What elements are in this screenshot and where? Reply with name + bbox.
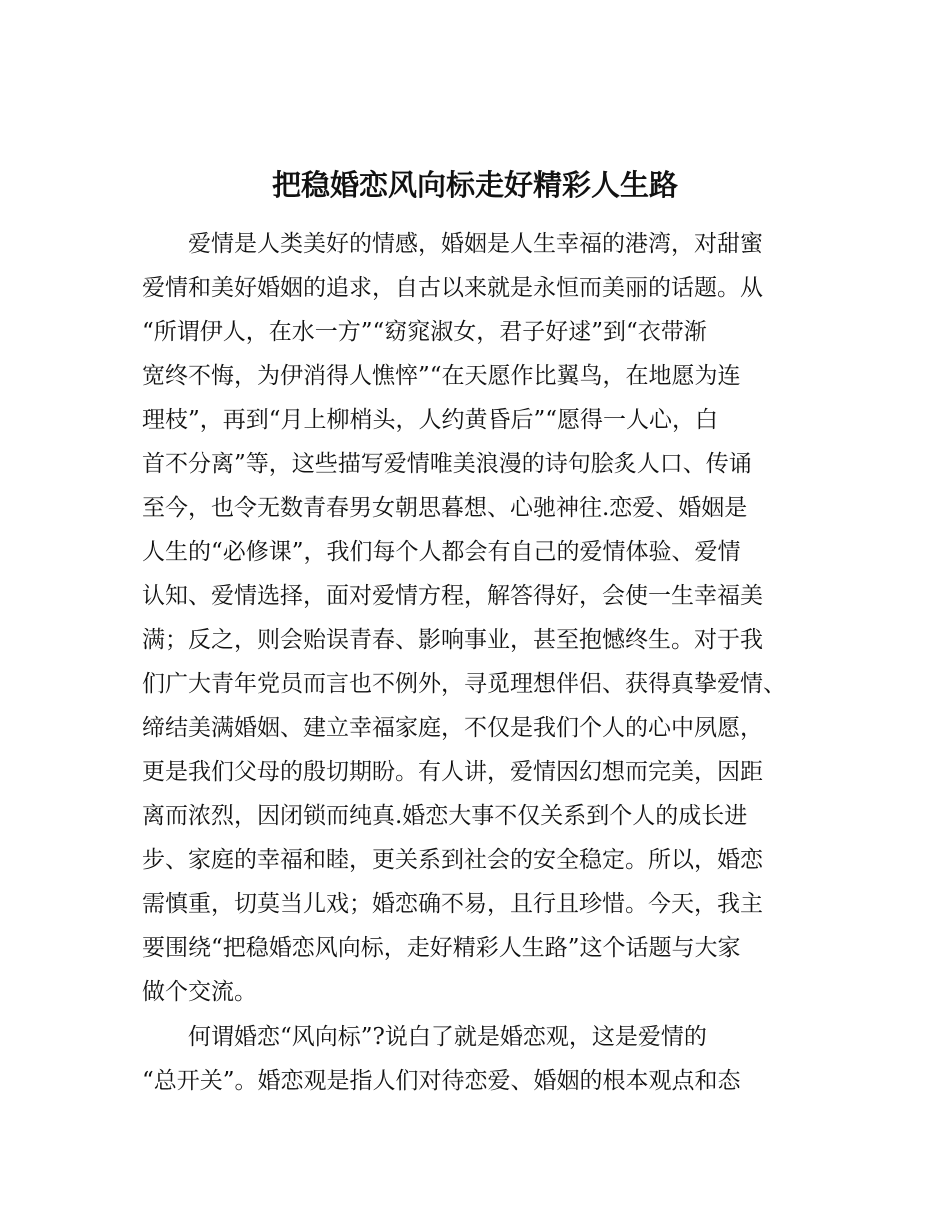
document-title: 把稳婚恋风向标走好精彩人生路 [271, 168, 678, 202]
text-line: 更是我们父母的殷切期盼。有人讲，爱情因幻想而完美，因距 [142, 759, 763, 785]
text-line: 满；反之，则会贻误青春、影响事业，甚至抱憾终生。对于我 [142, 627, 763, 653]
text-line: 离而浓烈，因闭锁而纯真.婚恋大事不仅关系到个人的成长进 [142, 803, 748, 829]
text-line: 人生的“必修课”，我们每个人都会有自己的爱情体验、爱情 [142, 539, 741, 565]
text-line: “总开关”。婚恋观是指人们对待恋爱、婚姻的根本观点和态 [142, 1068, 741, 1094]
text-line: “所谓伊人，在水一方”“窈窕淑女，君子好逑”到“衣带渐 [142, 319, 707, 345]
text-line: 要围绕“把稳婚恋风向标，走好精彩人生路”这个话题与大家 [142, 935, 741, 961]
text-line: 缔结美满婚姻、建立幸福家庭，不仅是我们个人的心中夙愿， [142, 715, 763, 741]
text-line: 首不分离”等，这些描写爱情唯美浪漫的诗句脍炙人口、传诵 [142, 451, 752, 477]
text-line: 做个交流。 [142, 979, 257, 1005]
text-line: 何谓婚恋“风向标”?说白了就是婚恋观，这是爱情的 [142, 1024, 707, 1050]
paragraph-1 [142, 222, 832, 1014]
paragraph-2 [142, 1015, 832, 1103]
text-line: 步、家庭的幸福和睦，更关系到社会的安全稳定。所以，婚恋 [142, 847, 763, 873]
text-line: 认知、爱情选择，面对爱情方程，解答得好，会使一生幸福美 [142, 583, 763, 609]
text-line: 爱情和美好婚姻的追求，自古以来就是永恒而美丽的话题。从 [142, 275, 763, 301]
text-line: 理枝”，再到“月上柳梢头，人约黄昏后”“愿得一人心，白 [142, 407, 719, 433]
text-line: 宽终不悔，为伊消得人憔悴”“在天愿作比翼鸟，在地愿为连 [142, 363, 741, 389]
text-line: 需慎重，切莫当儿戏；婚恋确不易，且行且珍惜。今天，我主 [142, 891, 763, 917]
text-line: 至今，也令无数青春男女朝思暮想、心驰神往.恋爱、婚姻是 [142, 495, 748, 521]
text-line: 们广大青年党员而言也不例外，寻觅理想伴侣、获得真挚爱情、 [142, 671, 786, 697]
text-line: 爱情是人类美好的情感，婚姻是人生幸福的港湾，对甜蜜 [142, 231, 763, 257]
